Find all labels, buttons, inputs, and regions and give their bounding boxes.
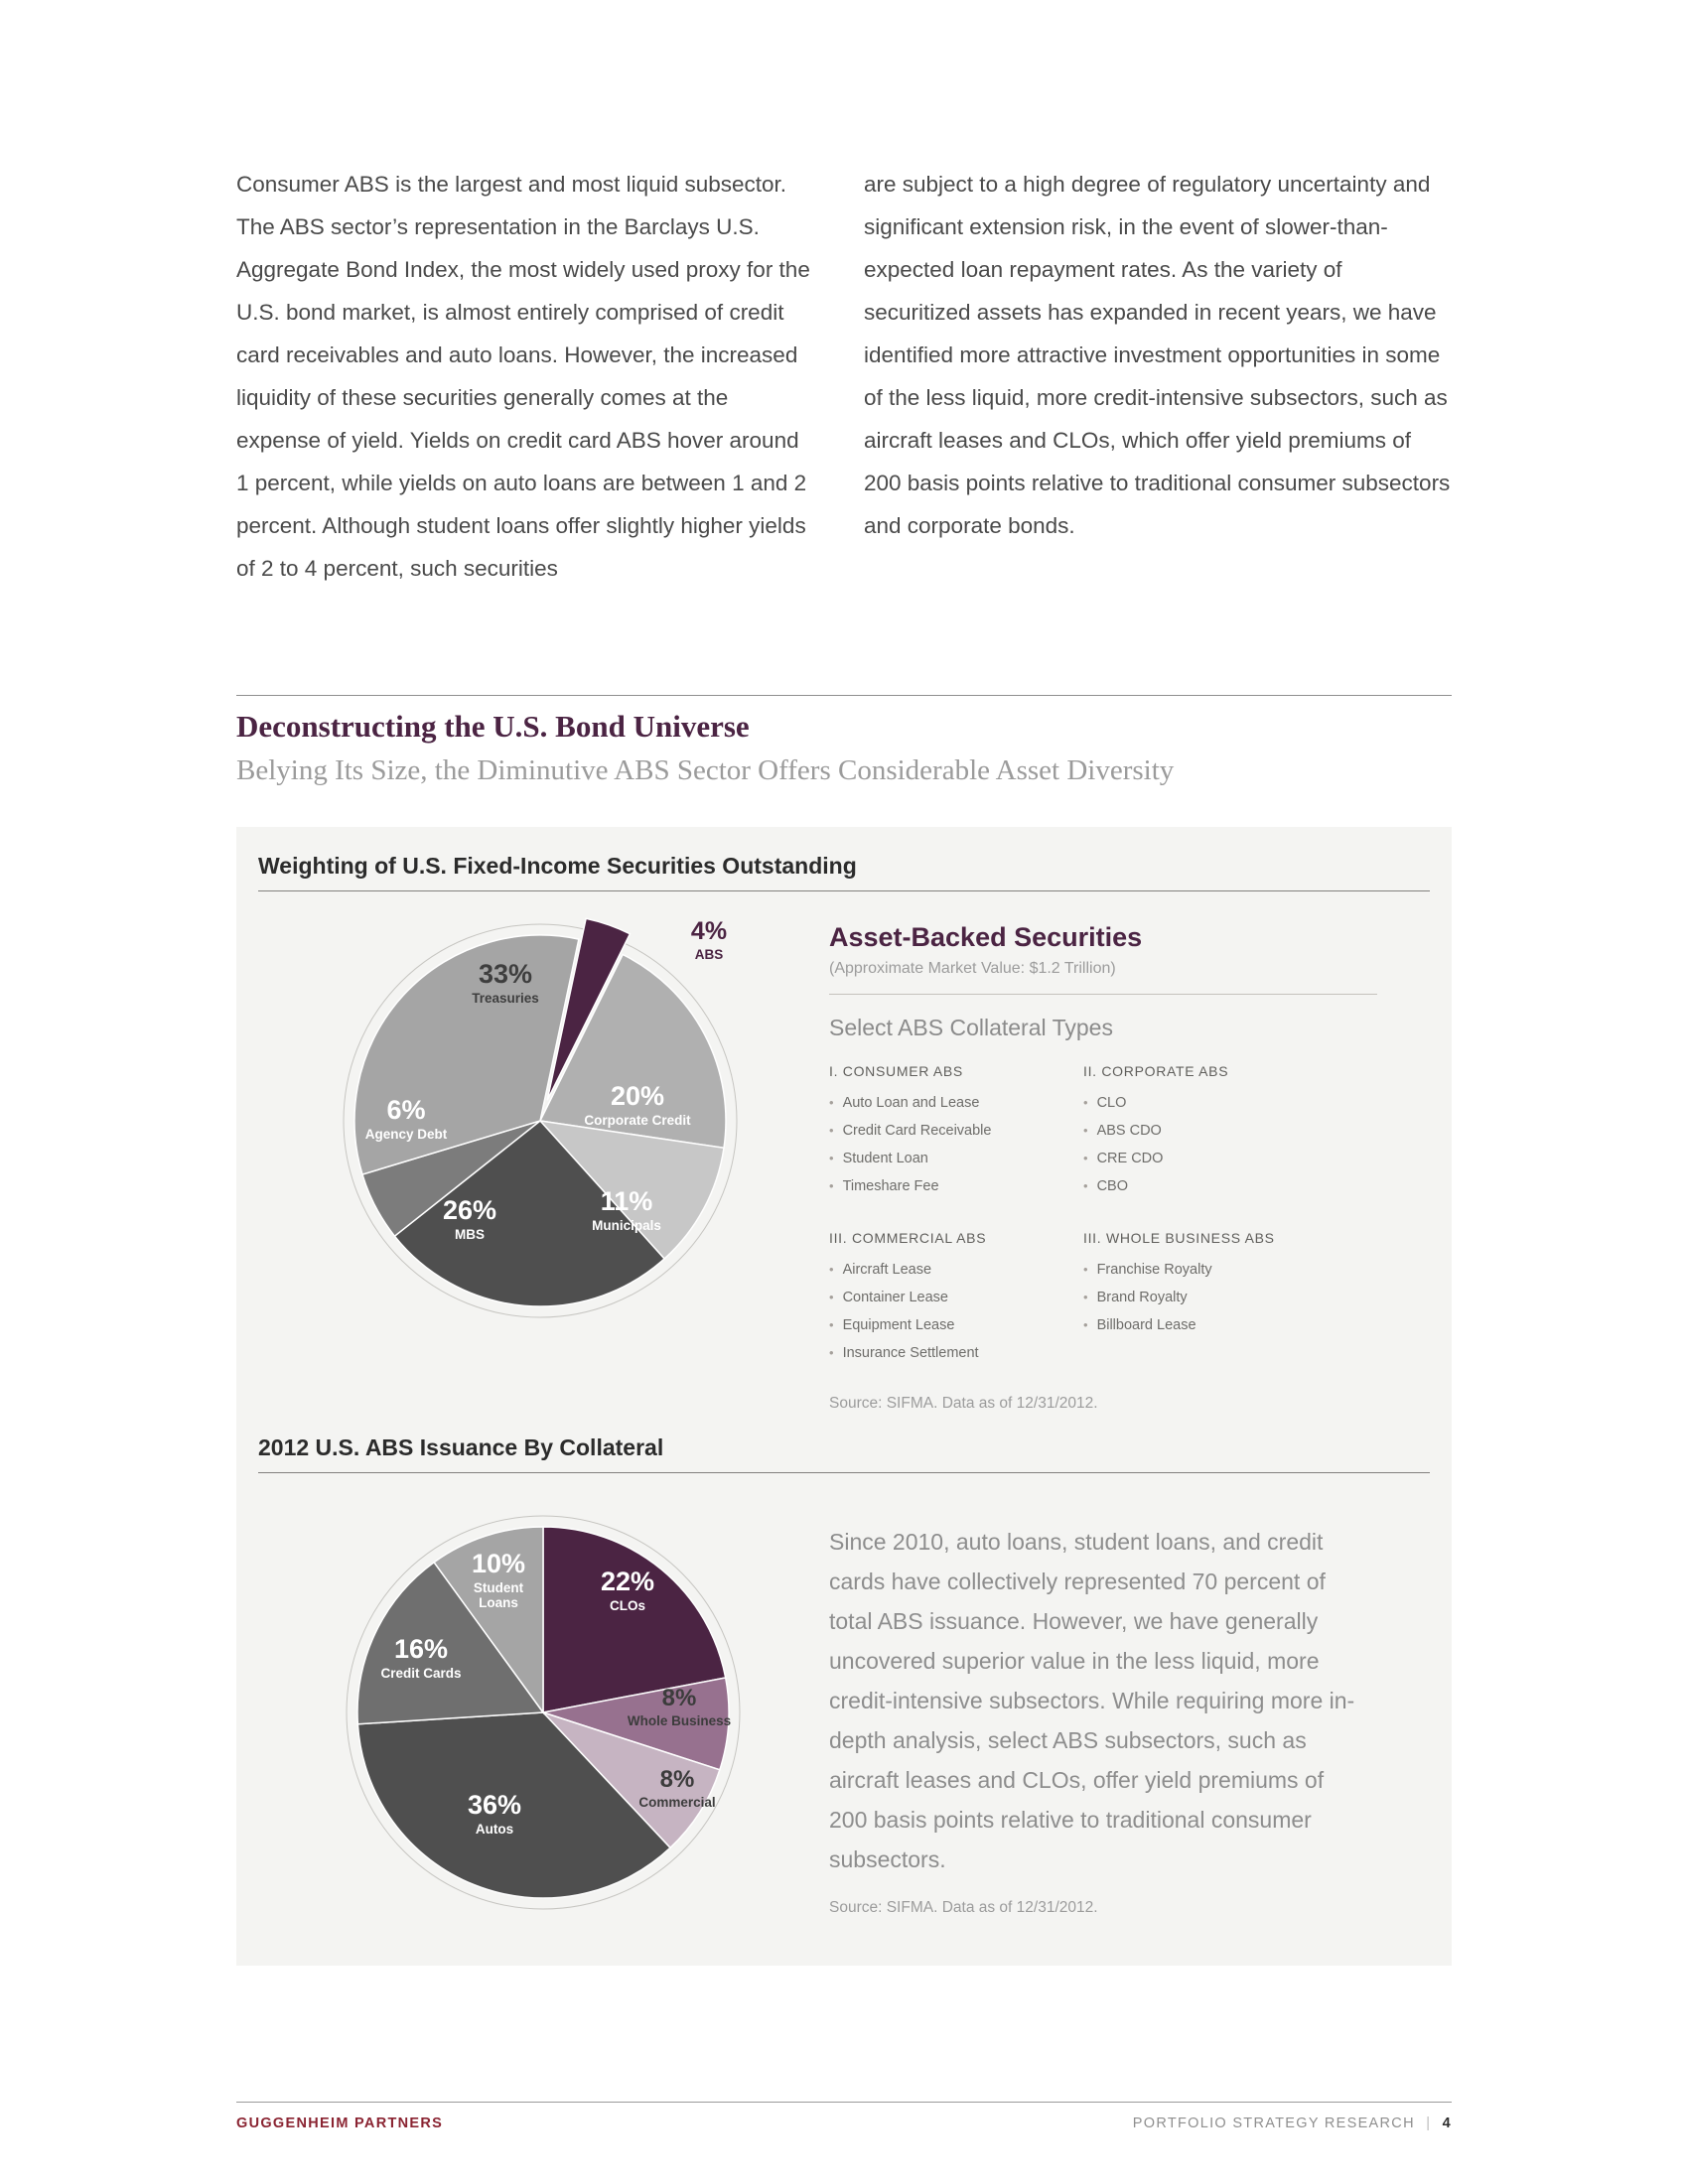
abs-collateral-item [829,1339,1083,1367]
footer-divider [236,2102,1452,2103]
abs-collateral-item-label: Container Lease [842,1290,948,1305]
bullet-icon: • [1083,1317,1088,1332]
abs-collateral-item-label: Brand Royalty [1096,1290,1188,1305]
exhibit2-title: 2012 U.S. ABS Issuance By Collateral [258,1434,664,1460]
svg-text:33%: 33% [478,959,533,989]
svg-text:20%: 20% [610,1081,665,1111]
consumer-abs-list [829,1089,1083,1200]
svg-text:26%: 26% [442,1195,497,1225]
abs-collateral-item-label: Aircraft Lease [842,1262,932,1278]
intro-paragraph-right: are subject to a high degree of regulatory uncertainty and significant extension risk, in the event of slower-than-expected loan repayment rates. As the variety of securitized assets has expanded in recent years, we have identified more attractive investment opportunities in some of the less liquid, more credit-intensive subsectors, such as aircraft leases and CLOs, which offer yield premiums of 200 basis points relative to traditional consumer subsectors and corporate bonds. [864,172,1451,538]
abs-collateral-item [829,1117,1083,1145]
group-header: III. WHOLE BUSINESS ABS [1083,1230,1275,1246]
whole-business-abs-list [1083,1256,1395,1339]
abs-collateral-item [1083,1256,1395,1284]
svg-text:22%: 22% [600,1567,655,1596]
abs-info-panel [829,922,1430,1413]
section-divider [236,695,1452,696]
abs-collateral-item-label: Timeshare Fee [842,1178,939,1194]
group-commercial-abs [829,1230,1083,1367]
abs-collateral-item-label: Franchise Royalty [1096,1262,1212,1278]
abs-collateral-item [1083,1089,1395,1117]
abs-heading: Asset-Backed Securities [829,922,1143,952]
svg-text:16%: 16% [393,1634,449,1664]
svg-text:Autos: Autos [475,1822,514,1837]
svg-text:Whole Business: Whole Business [627,1713,732,1728]
svg-text:11%: 11% [600,1186,653,1216]
bullet-icon: • [1083,1178,1088,1193]
abs-collateral-item-label: Credit Card Receivable [842,1123,992,1139]
footer-page-number: 4 [1442,2116,1452,2131]
section-title: Deconstructing the U.S. Bond Universe [236,709,750,744]
pie-chart-abs-issuance [330,1499,757,1926]
bullet-icon: • [1083,1262,1088,1277]
group-whole-business-abs [1083,1230,1395,1367]
bullet-icon: • [829,1290,834,1304]
svg-text:6%: 6% [386,1095,426,1125]
svg-text:MBS: MBS [455,1227,485,1242]
svg-text:Loans: Loans [479,1595,518,1610]
abs-collateral-item-label: Equipment Lease [842,1317,955,1333]
abs-collateral-item-label: ABS CDO [1096,1123,1162,1139]
svg-text:Treasuries: Treasuries [472,991,539,1006]
collateral-groups [829,1063,1395,1367]
svg-text:8%: 8% [661,1685,697,1711]
bullet-icon: • [1083,1123,1088,1138]
pie-chart-fixed-income-weighting [327,907,754,1334]
abs-collateral-item [1083,1117,1395,1145]
svg-text:Commercial: Commercial [638,1795,716,1810]
collateral-types-title: Select ABS Collateral Types [829,1015,1113,1040]
group-header: II. CORPORATE ABS [1083,1063,1229,1079]
bullet-icon: • [829,1151,834,1165]
svg-text:36%: 36% [467,1790,522,1820]
bullet-icon: • [1083,1095,1088,1110]
pie-label-municipals [592,1186,661,1233]
corporate-abs-list [1083,1089,1395,1200]
abs-collateral-item [829,1089,1083,1117]
exhibit2-commentary: Since 2010, auto loans, student loans, and credit cards have collectively represented 70 percent of total ABS issuance. However, we have generally uncovered superior value in the less liquid, more credit-intensive subsectors. While requiring more in-depth analysis, select ABS subsectors, such as aircraft leases and CLOs, offer yield premiums of 200 basis points relative to traditional consumer subsectors. [829,1529,1355,1872]
bullet-icon: • [829,1345,834,1360]
exhibit2-title-rule [258,1472,1430,1473]
exhibit2-commentary-block [829,1522,1360,1917]
exhibit2-source: Source: SIFMA. Data as of 12/31/2012. [829,1899,1098,1916]
group-header: III. COMMERCIAL ABS [829,1230,987,1246]
abs-collateral-item-label: CRE CDO [1096,1151,1164,1166]
abs-collateral-item-label: Student Loan [842,1151,928,1166]
pie-label-autos [468,1790,521,1837]
bullet-icon: • [1083,1290,1088,1304]
abs-collateral-item [1083,1311,1395,1339]
svg-text:10%: 10% [471,1549,526,1578]
svg-text:ABS: ABS [694,947,724,962]
group-corporate-abs [1083,1063,1395,1200]
abs-market-value: (Approximate Market Value: $1.2 Trillion) [829,960,1116,977]
svg-text:Municipals: Municipals [592,1218,661,1233]
bullet-icon: • [829,1123,834,1138]
bullet-icon: • [829,1317,834,1332]
commercial-abs-list [829,1256,1083,1367]
svg-text:Agency Debt: Agency Debt [364,1127,448,1142]
abs-collateral-item [829,1284,1083,1311]
footer-separator: | [1426,2116,1432,2131]
bullet-icon: • [829,1095,834,1110]
abs-collateral-item [829,1172,1083,1200]
exhibit1-title-rule [258,890,1430,891]
abs-collateral-item-label: CBO [1096,1178,1128,1194]
abs-collateral-item-label: Billboard Lease [1096,1317,1196,1333]
exhibit-panel [236,827,1452,1966]
exhibit1-source: Source: SIFMA. Data as of 12/31/2012. [829,1395,1098,1412]
info-divider [829,994,1377,995]
pie-label-abs [691,917,727,962]
exhibit1-title: Weighting of U.S. Fixed-Income Securities Outstanding [258,853,857,879]
bullet-icon: • [829,1178,834,1193]
abs-collateral-item [1083,1145,1395,1172]
section-subtitle: Belying Its Size, the Diminutive ABS Sector Offers Considerable Asset Diversity [236,754,1175,786]
group-header: I. CONSUMER ABS [829,1063,963,1079]
svg-text:8%: 8% [659,1766,695,1793]
svg-text:Corporate Credit: Corporate Credit [584,1113,691,1128]
intro-paragraph-left: Consumer ABS is the largest and most liquid subsector. The ABS sector’s representation in the Barclays U.S. Aggregate Bond Index, the most widely used proxy for the U.S. bond market, is almost entirely comprised of credit card receivables and auto loans. However, the increased liquidity of these securities generally comes at the expense of yield. Yields on credit card ABS hover around 1 percent, while yields on auto loans are between 1 and 2 percent. Although student loans offer slightly higher yields of 2 to 4 percent, such securities [236,172,810,581]
svg-text:CLOs: CLOs [609,1598,646,1613]
svg-text:4%: 4% [690,917,728,945]
abs-collateral-item [829,1256,1083,1284]
abs-collateral-item-label: Auto Loan and Lease [842,1095,980,1111]
pie-label-treasuries [472,959,539,1006]
svg-text:Student: Student [473,1580,524,1595]
bullet-icon: • [1083,1151,1088,1165]
svg-text:Credit Cards: Credit Cards [380,1666,462,1681]
abs-collateral-item-label: Insurance Settlement [842,1345,979,1361]
abs-collateral-item-label: CLO [1096,1095,1127,1111]
abs-collateral-item [1083,1172,1395,1200]
footer-right [931,2116,1452,2131]
abs-collateral-item [829,1311,1083,1339]
footer-brand: GUGGENHEIM PARTNERS [236,2116,444,2131]
bullet-icon: • [829,1262,834,1277]
group-consumer-abs [829,1063,1083,1200]
abs-collateral-item [1083,1284,1395,1311]
abs-collateral-item [829,1145,1083,1172]
footer-report-label: PORTFOLIO STRATEGY RESEARCH [1132,2116,1415,2131]
